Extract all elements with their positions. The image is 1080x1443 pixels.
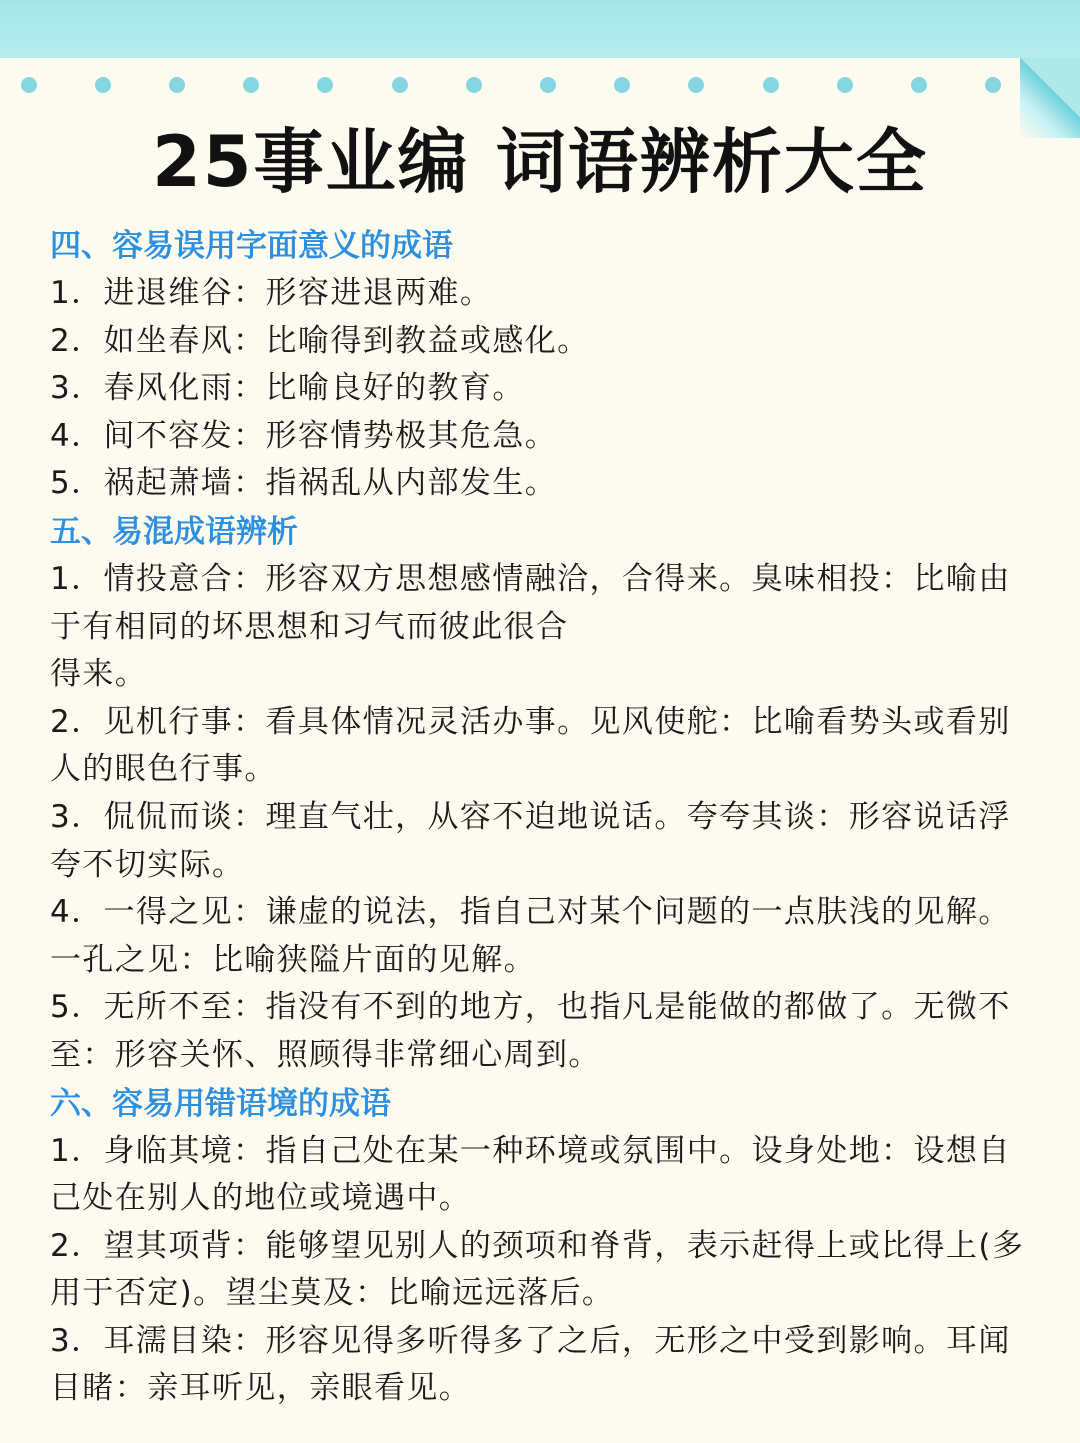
section-heading: 五、易混成语辨析	[50, 513, 298, 550]
list-item: 1．情投意合：形容双方思想感情融洽，合得来。臭味相投：比喻由 于有相同的坏思想和习气而彼此很合 得来。	[50, 560, 1011, 693]
list-item: 2．望其项背：能够望见别人的颈项和脊背，表示赶得上或比得上(多 用于否定)。望尘莫及：比喻远远落后。	[50, 1227, 1025, 1312]
decorative-dot	[540, 77, 556, 93]
section-heading: 四、容易误用字面意义的成语	[50, 228, 453, 264]
decorative-dot	[614, 77, 630, 93]
list-item: 3．侃侃而谈：理直气壮，从容不迫地说话。夸夸其谈：形容说话浮 夸不切实际。	[50, 798, 1011, 883]
decorative-dot	[21, 77, 37, 93]
list-item: 4．间不容发：形容情势极其危急。	[50, 417, 558, 454]
list-item: 1．身临其境：指自己处在某一种环境或氛围中。设身处地：设想自 己处在别人的地位或境遇中。	[50, 1132, 1011, 1217]
decorative-dot	[985, 77, 1001, 93]
list-item: 5．无所不至：指没有不到的地方，也指凡是能做的都做了。无微不 至：形容关怀、照顾得非常细心周到。	[50, 989, 1011, 1073]
dot-row-decoration	[21, 77, 1021, 93]
decorative-dot	[763, 77, 779, 93]
section-heading: 六、容易用错语境的成语	[50, 1085, 391, 1122]
list-item: 5．祸起萧墙：指祸乱从内部发生。	[50, 465, 558, 502]
decorative-dot	[837, 77, 853, 93]
list-item: 4．一得之见：谦虚的说法，指自己对某个问题的一点肤浅的见解。 一孔之见：比喻狭隘片面的见解。	[50, 894, 1011, 978]
list-item: 3．耳濡目染：形容见得多听得多了之后，无形之中受到影响。耳闻 目睹：亲耳听见，亲眼看见。	[50, 1322, 1011, 1407]
decorative-dot	[169, 77, 185, 93]
decorative-dot	[466, 77, 482, 93]
list-item: 2．如坐春风：比喻得到教益或感化。	[50, 322, 590, 359]
list-item: 1．进退维谷：形容进退两难。	[50, 275, 493, 311]
section-confusable-idioms	[50, 508, 1035, 1080]
section-misused-literal	[50, 222, 1035, 508]
page-title: 25事业编 词语辨析大全	[152, 121, 928, 203]
list-item: 3．春风化雨：比喻良好的教育。	[50, 370, 525, 407]
content-body	[50, 222, 1035, 1413]
list-item: 2．见机行事：看具体情况灵活办事。见风使舵：比喻看势头或看别 人的眼色行事。	[50, 703, 1011, 788]
decorative-dot	[911, 77, 927, 93]
decorative-dot	[688, 77, 704, 93]
decorative-dot	[317, 77, 333, 93]
section-wrong-context	[50, 1080, 1035, 1414]
decorative-dot	[243, 77, 259, 93]
decorative-dot	[392, 77, 408, 93]
decorative-dot	[95, 77, 111, 93]
